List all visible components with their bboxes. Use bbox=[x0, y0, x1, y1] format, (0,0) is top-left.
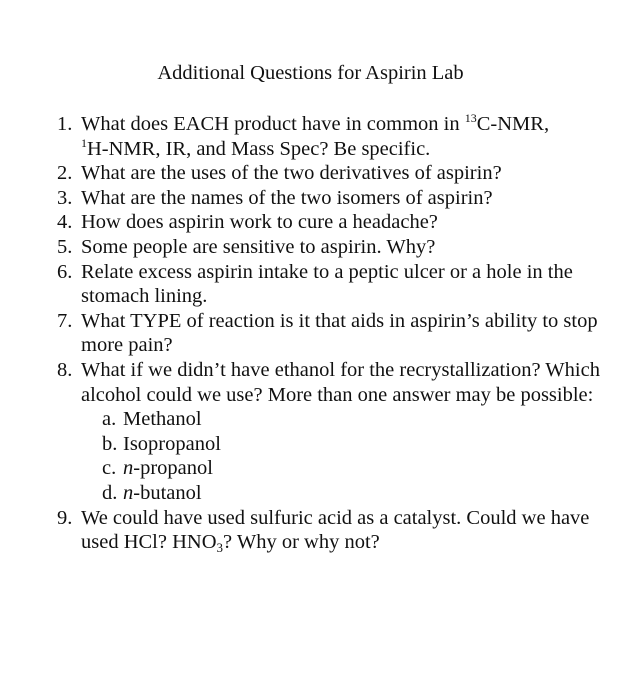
option-d bbox=[0, 481, 601, 506]
question-6 bbox=[0, 260, 621, 309]
option-c bbox=[0, 456, 601, 481]
question-9 bbox=[0, 506, 621, 555]
question-3 bbox=[0, 186, 621, 211]
question-number: 2. bbox=[57, 162, 73, 185]
question-text: What are the names of the two isomers of aspirin? bbox=[81, 186, 493, 209]
answer-options bbox=[81, 407, 601, 505]
question-2 bbox=[0, 161, 621, 186]
question-1 bbox=[0, 112, 621, 161]
option-italic-prefix: n bbox=[123, 457, 134, 480]
question-text: C-NMR, bbox=[476, 113, 550, 135]
question-number: 8. bbox=[57, 358, 73, 381]
option-italic-prefix: n bbox=[123, 481, 134, 504]
option-letter: b. bbox=[102, 432, 118, 455]
page-title: Additional Questions for Aspirin Lab bbox=[157, 62, 464, 84]
question-text: What TYPE of reaction is it that aids in aspirin’s ability to stop more pain? bbox=[81, 309, 598, 357]
option-letter: a. bbox=[102, 408, 117, 431]
question-7 bbox=[0, 309, 621, 358]
option-text: Isopropanol bbox=[123, 432, 221, 455]
question-text: Relate excess aspirin intake to a peptic ulcer or a hole in the stomach lining. bbox=[81, 260, 573, 308]
question-number: 5. bbox=[57, 235, 73, 258]
question-text: ? Why or why not? bbox=[223, 531, 380, 554]
question-text: We could have used sulfuric acid as a catalyst. Could we have used HCl? HNO bbox=[81, 506, 590, 554]
question-text: What does EACH product have in common in bbox=[81, 113, 465, 135]
question-list bbox=[0, 112, 621, 555]
question-text: H-NMR, IR, and Mass Spec? Be specific. bbox=[87, 137, 431, 160]
question-number: 6. bbox=[57, 260, 73, 283]
option-text: Methanol bbox=[123, 408, 202, 431]
question-5 bbox=[0, 235, 621, 260]
superscript-1: 1 bbox=[81, 135, 87, 150]
question-number: 9. bbox=[57, 506, 73, 529]
option-b bbox=[0, 432, 601, 457]
question-8 bbox=[0, 358, 621, 506]
option-letter: d. bbox=[102, 481, 118, 504]
question-text: What are the uses of the two derivatives of aspirin? bbox=[81, 162, 502, 185]
option-text: -butanol bbox=[133, 481, 202, 504]
question-text: Some people are sensitive to aspirin. Why? bbox=[81, 235, 436, 258]
question-number: 3. bbox=[57, 186, 73, 209]
question-number: 4. bbox=[57, 211, 73, 234]
option-a bbox=[0, 407, 601, 432]
question-text: What if we didn’t have ethanol for the recrystallization? Which alcohol could we use? More than one answer may be possible: bbox=[81, 358, 600, 406]
option-letter: c. bbox=[102, 457, 117, 480]
superscript-13: 13 bbox=[464, 111, 477, 125]
question-text: How does aspirin work to cure a headache? bbox=[81, 211, 438, 234]
question-4 bbox=[0, 210, 621, 235]
question-number: 7. bbox=[57, 309, 73, 332]
option-text: -propanol bbox=[133, 457, 213, 480]
subscript-3: 3 bbox=[216, 540, 224, 556]
question-number: 1. bbox=[57, 113, 73, 135]
